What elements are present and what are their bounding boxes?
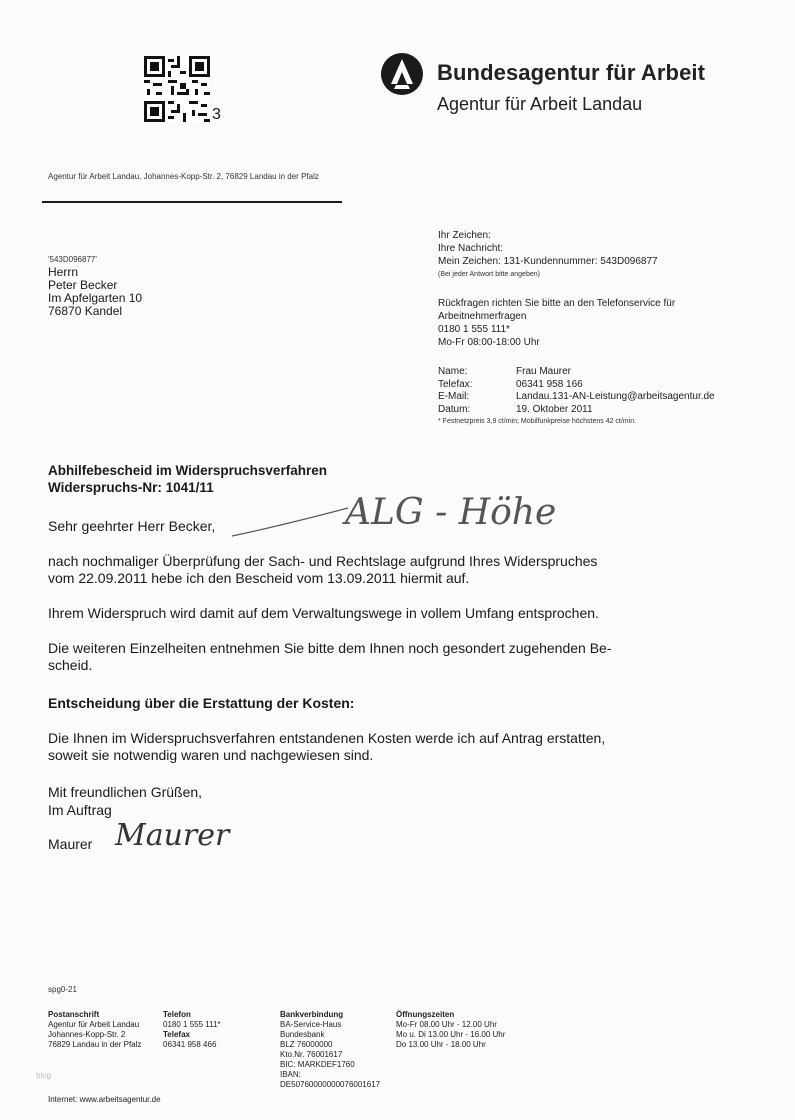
service-hours: Mo-Fr 08:00-18:00 Uhr <box>438 337 540 348</box>
subject-line: Abhilfebescheid im Widerspruchsverfahren <box>48 463 327 478</box>
footer-hours <box>396 1010 505 1050</box>
service-info <box>438 297 675 349</box>
footer-line: DE50760000000076001617 <box>280 1080 381 1089</box>
subject-number: Widerspruchs-Nr: 1041/11 <box>48 480 214 495</box>
contact-value: Frau Maurer <box>516 366 572 377</box>
ihr-zeichen: Ihr Zeichen: <box>438 230 491 241</box>
footer-title: Telefon <box>163 1010 191 1019</box>
footer-line: Do 13.00 Uhr - 18.00 Uhr <box>396 1040 486 1049</box>
letter-subject <box>48 462 327 496</box>
mein-zeichen: Mein Zeichen: 131-Kundennummer: 543D096877 <box>438 256 658 267</box>
footer-line: Mo-Fr 08.00 Uhr - 12.00 Uhr <box>396 1020 497 1029</box>
reference-note: (Bei jeder Antwort bitte angeben) <box>438 271 540 278</box>
footer-line: Bundesbank <box>280 1030 325 1039</box>
footer-postal <box>48 1010 141 1050</box>
contact-row <box>438 391 715 404</box>
footer-phone <box>163 1010 221 1050</box>
footer-line: Agentur für Arbeit Landau <box>48 1020 140 1029</box>
contact-row <box>438 366 715 379</box>
sender-address-line: Agentur für Arbeit Landau, Johannes-Kopp-Str. 2, 76829 Landau in der Pfalz <box>48 172 319 181</box>
footer-line: Mo u. Di 13.00 Uhr - 16.00 Uhr <box>396 1030 506 1039</box>
document-number: 3 <box>212 106 221 123</box>
data-matrix-code <box>144 56 210 122</box>
ihre-nachricht: Ihre Nachricht: <box>438 243 504 254</box>
sender-divider <box>42 201 342 203</box>
service-line: Rückfragen richten Sie bitte an den Telefonservice für <box>438 298 676 309</box>
closing <box>48 783 688 819</box>
contact-row <box>438 404 715 417</box>
recipient-line: Herrn <box>48 265 79 279</box>
recipient-address <box>48 266 142 318</box>
handwritten-stroke <box>230 500 350 540</box>
footer-line: 06341 958 466 <box>163 1040 217 1049</box>
footer-line: Kto.Nr. 76001617 <box>280 1050 343 1059</box>
price-footnote: * Festnetzpreis 3,9 ct/min; Mobilfunkpreise höchstens 42 ct/min. <box>438 418 637 425</box>
footer-bank <box>280 1010 380 1090</box>
organization-name: Bundesagentur für Arbeit <box>437 60 706 85</box>
footer-line: IBAN: <box>280 1070 301 1079</box>
closing-line: Mit freundlichen Grüßen, <box>48 784 203 800</box>
footer-line: 76829 Landau in der Pfalz <box>48 1040 142 1049</box>
footer-line: Johannes-Kopp-Str. 2 <box>48 1030 126 1039</box>
handwritten-annotation: ALG - Höhe <box>345 492 557 533</box>
paragraph-line: nach nochmaliger Überprüfung der Sach- und Rechtslage aufgrund Ihres Widerspruches <box>48 553 598 569</box>
footer-internet[interactable]: Internet: www.arbeitsagentur.de <box>48 1095 161 1104</box>
recipient-line: Im Apfelgarten 10 <box>48 291 143 305</box>
paragraph-1 <box>48 553 688 587</box>
contact-label: Telefax: <box>438 378 473 390</box>
recipient-code: '543D096877' <box>48 255 97 264</box>
service-line: Arbeitnehmerfragen <box>438 311 527 322</box>
contact-block <box>438 366 715 429</box>
salutation: Sehr geehrter Herr Becker, <box>48 518 216 534</box>
paragraph-line: soweit sie notwendig waren und nachgewiesen sind. <box>48 747 374 763</box>
bundesagentur-logo-icon <box>380 52 424 96</box>
footer-line: BA-Service-Haus <box>280 1020 342 1029</box>
contact-row <box>438 379 715 392</box>
contact-email[interactable]: Landau.131-AN-Leistung@arbeitsagentur.de <box>516 391 715 402</box>
recipient-line: 76870 Kandel <box>48 304 123 318</box>
paragraph-line: vom 22.09.2011 hebe ich den Bescheid vom 13.09.2011 hiermit auf. <box>48 570 470 586</box>
paragraph-3 <box>48 640 688 674</box>
paragraph-line: scheid. <box>48 657 93 673</box>
recipient-line: Peter Becker <box>48 278 118 292</box>
footer-line: BIC: MARKDEF1760 <box>280 1060 355 1069</box>
paragraph-4 <box>48 730 688 764</box>
footer-line: BLZ 76000000 <box>280 1040 333 1049</box>
signature: Maurer <box>115 818 230 853</box>
watermark-text: blog <box>36 1071 52 1080</box>
service-phone: 0180 1 555 111* <box>438 324 510 335</box>
paragraph-line: Die weiteren Einzelheiten entnehmen Sie bitte dem Ihnen noch gesondert zugehenden Be- <box>48 640 612 656</box>
footer-line: 0180 1 555 111* <box>163 1020 221 1029</box>
contact-label: Name: <box>438 366 468 377</box>
paragraph-line: Die Ihnen im Widerspruchsverfahren entstandenen Kosten werde ich auf Antrag erstatten, <box>48 730 606 746</box>
signer-name: Maurer <box>48 836 93 852</box>
form-code: spg0-21 <box>48 985 77 994</box>
footer-title: Bankverbindung <box>280 1010 344 1019</box>
contact-label: Datum: <box>438 403 471 415</box>
footer-title: Postanschrift <box>48 1010 100 1019</box>
closing-line: Im Auftrag <box>48 802 112 818</box>
paragraph-2: Ihrem Widerspruch wird damit auf dem Verwaltungswege in vollem Umfang entsprochen. <box>48 605 599 621</box>
footer-title: Öffnungszeiten <box>396 1010 455 1019</box>
footer-title: Telefax <box>163 1030 190 1039</box>
reference-block <box>438 229 658 281</box>
letter-date: 19. Oktober 2011 <box>516 403 593 415</box>
contact-label: E-Mail: <box>438 391 470 402</box>
organization-branch: Agentur für Arbeit Landau <box>437 94 643 114</box>
costs-heading: Entscheidung über die Erstattung der Kosten: <box>48 695 355 711</box>
contact-value: 06341 958 166 <box>516 378 583 390</box>
